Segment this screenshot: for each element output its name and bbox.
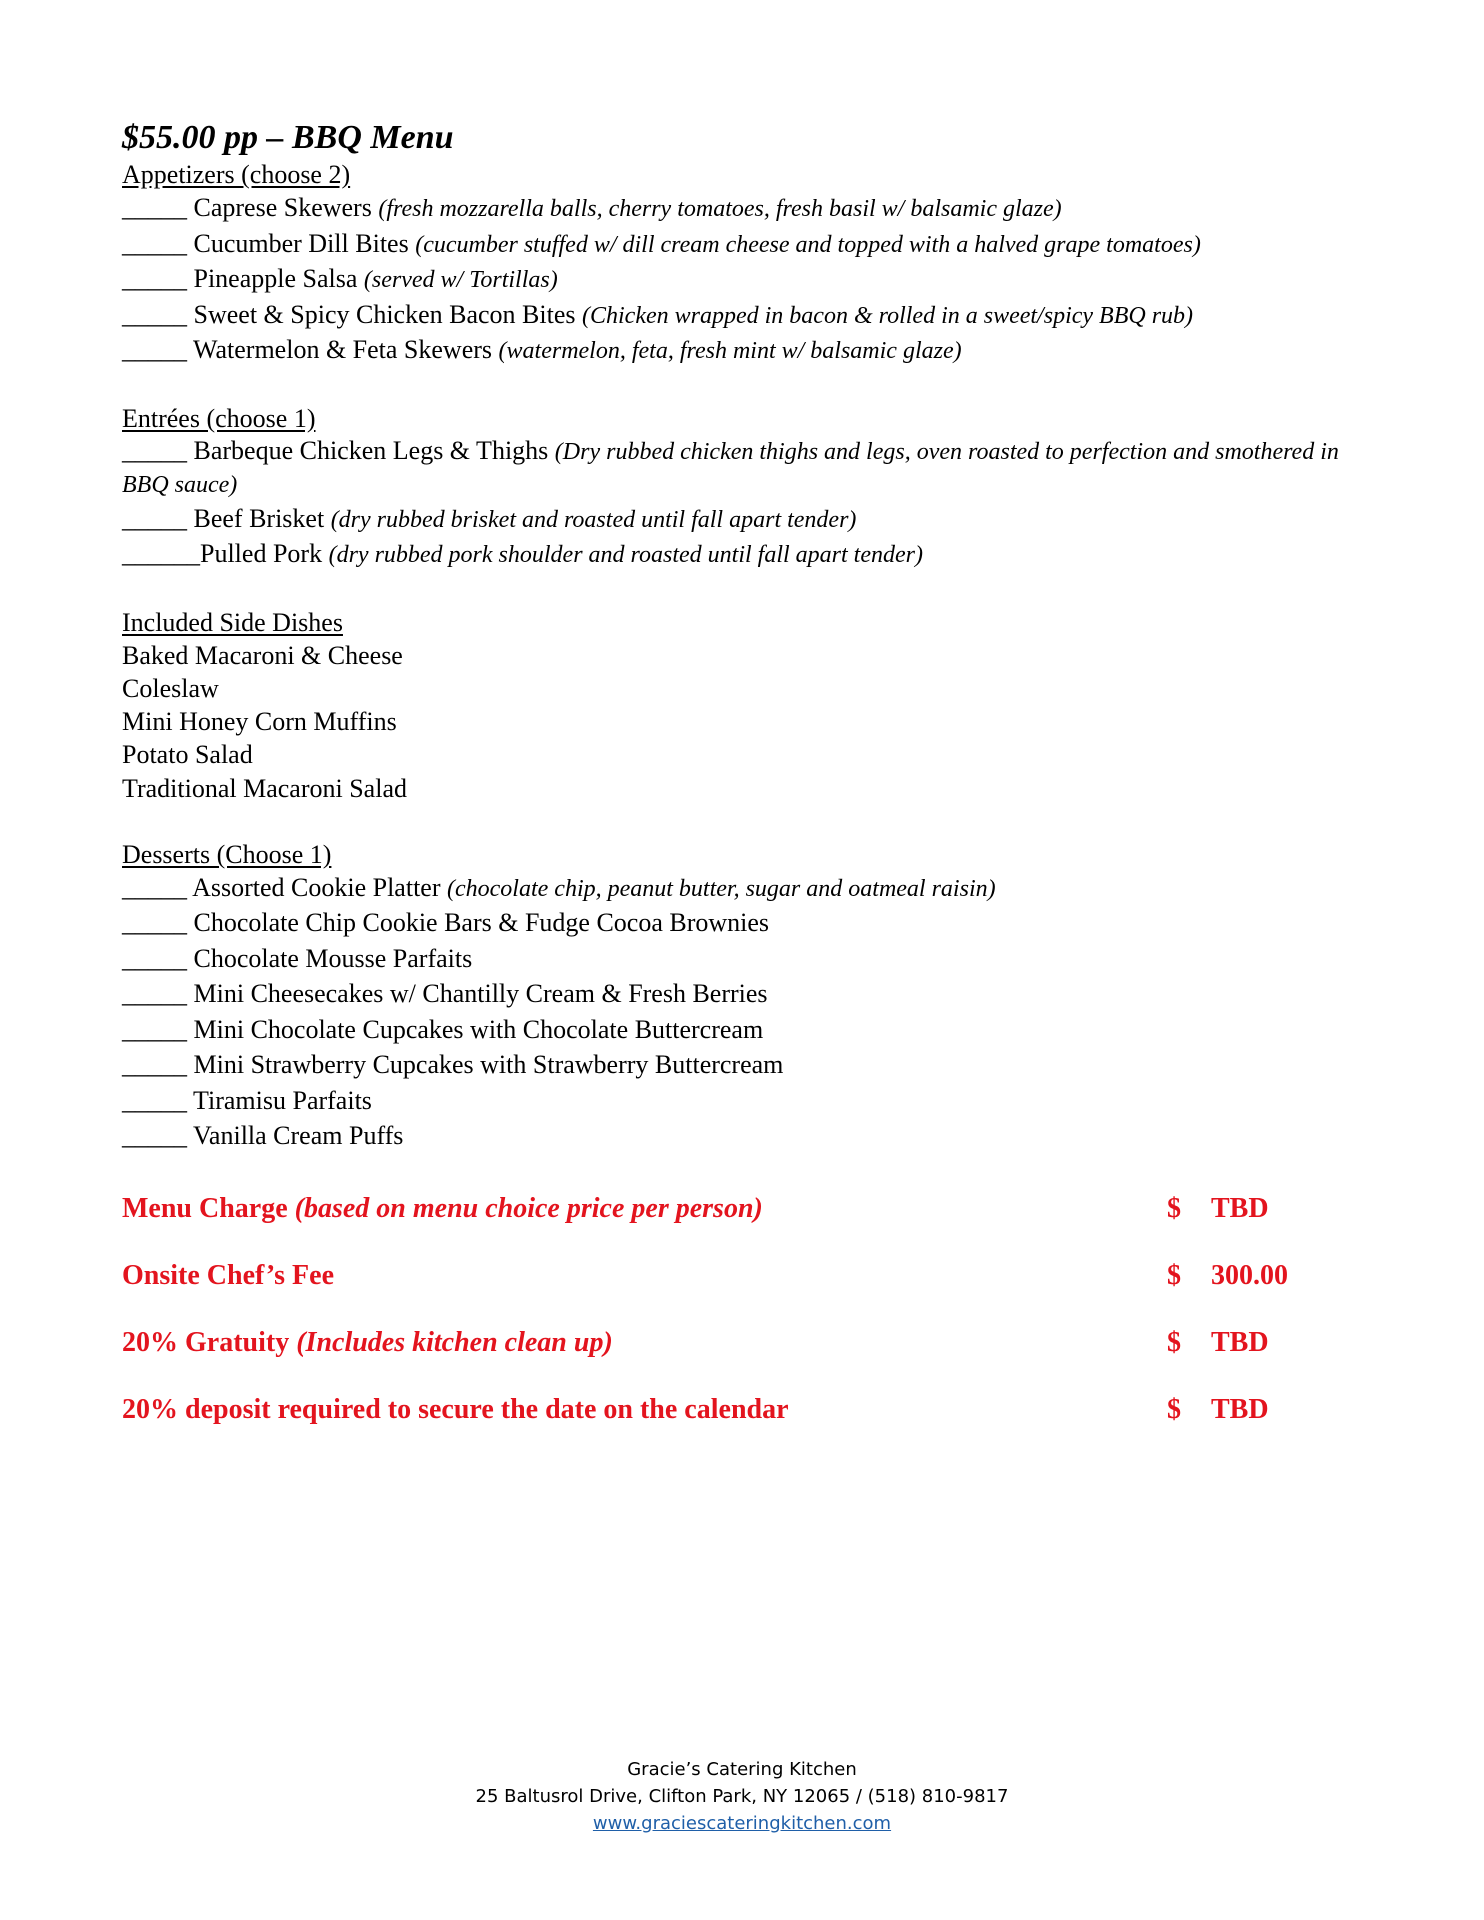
charge-amount: TBD (1211, 1394, 1269, 1425)
charge-note: (based on menu choice price per person) (294, 1193, 763, 1224)
charge-currency: $ (1167, 1193, 1181, 1224)
list-item: Potato Salad (122, 740, 253, 770)
item-description: (cucumber stuffed w/ dill cream cheese and topped with a halved grape tomatoes) (415, 231, 1201, 258)
charge-row-chef-fee (122, 1260, 1362, 1327)
list-item (122, 977, 1362, 1013)
item-name: Pineapple Salsa (193, 264, 364, 293)
list-item (122, 906, 1362, 942)
list-item: Mini Honey Corn Muffins (122, 707, 397, 737)
selection-blank: _____ (122, 435, 194, 465)
desserts-heading: Desserts (Choose 1) (122, 839, 332, 869)
charge-amount: TBD (1211, 1193, 1269, 1224)
charges-table (122, 1193, 1362, 1461)
list-item (122, 1084, 1362, 1120)
selection-blank: _____ (122, 264, 194, 293)
charge-row-gratuity (122, 1327, 1362, 1394)
list-item (122, 537, 1362, 573)
charge-label: 20% Gratuity (Includes kitchen clean up) (122, 1327, 613, 1358)
item-name: Chocolate Mousse Parfaits (193, 943, 473, 973)
list-item (122, 1048, 1362, 1084)
item-description: (watermelon, feta, fresh mint w/ balsamic glaze) (498, 338, 962, 364)
entrees-list (122, 435, 1362, 573)
selection-blank: _____ (122, 943, 194, 973)
selection-blank: _____ (122, 979, 194, 1009)
entrees-heading: Entrées (choose 1) (122, 403, 316, 433)
item-description: (dry rubbed brisket and roasted until fall apart tender) (330, 506, 857, 533)
list-item (122, 871, 1362, 907)
selection-blank: _____ (122, 1014, 194, 1044)
charge-label: 20% deposit required to secure the date on the calendar (122, 1394, 789, 1425)
list-item: Baked Macaroni & Cheese (122, 640, 403, 670)
selection-blank: _____ (122, 503, 194, 533)
item-description: (chocolate chip, peanut butter, sugar and oatmeal raisin) (447, 875, 996, 902)
item-description: (Dry rubbed chicken thighs and legs, oven roasted to perfection and smothered in BBQ sauce) (122, 438, 1339, 498)
selection-blank: _____ (122, 908, 194, 938)
list-item (122, 262, 1362, 298)
charge-currency: $ (1167, 1327, 1181, 1358)
list-item: Traditional Macaroni Salad (122, 773, 407, 803)
business-name: Gracie’s Catering Kitchen (627, 1759, 857, 1780)
selection-blank: _____ (122, 1121, 194, 1151)
item-name: Assorted Cookie Platter (192, 872, 447, 902)
item-name: Vanilla Cream Puffs (193, 1121, 404, 1151)
charge-label: Menu Charge (based on menu choice price per person) (122, 1193, 763, 1224)
selection-blank: _____ (122, 1085, 194, 1115)
item-name: Chocolate Chip Cookie Bars & Fudge Cocoa Brownies (193, 908, 770, 938)
sides-list (122, 639, 1362, 805)
list-item (122, 191, 1362, 227)
item-name: Sweet & Spicy Chicken Bacon Bites (193, 299, 583, 329)
footer (0, 1756, 1484, 1837)
selection-blank: _____ (122, 1050, 194, 1080)
list-item (122, 435, 1362, 502)
item-description: (served w/ Tortillas) (363, 267, 558, 293)
list-item (122, 942, 1362, 978)
charge-amount: 300.00 (1211, 1260, 1288, 1291)
item-description: (dry rubbed pork shoulder and roasted until fall apart tender) (328, 542, 923, 568)
list-item (122, 1119, 1362, 1155)
item-name: Tiramisu Parfaits (193, 1085, 372, 1115)
business-address: 25 Baltusrol Drive, Clifton Park, NY 12065 / (518) 810-9817 (475, 1786, 1009, 1807)
item-name: Mini Chocolate Cupcakes with Chocolate Buttercream (193, 1014, 764, 1044)
list-item (122, 227, 1362, 263)
charge-row-menu (122, 1193, 1362, 1260)
selection-blank: _____ (122, 299, 194, 329)
charge-label: Onsite Chef’s Fee (122, 1260, 335, 1291)
charge-currency: $ (1167, 1260, 1181, 1291)
charge-note: (Includes kitchen clean up) (296, 1327, 613, 1358)
item-name: Beef Brisket (193, 503, 331, 533)
list-item (122, 502, 1362, 538)
selection-blank: _____ (122, 228, 194, 258)
selection-blank: _____ (122, 193, 194, 222)
list-item (122, 298, 1362, 334)
sides-heading: Included Side Dishes (122, 607, 343, 637)
charge-row-deposit (122, 1394, 1362, 1461)
list-item (122, 1013, 1362, 1049)
charge-amount: TBD (1211, 1327, 1269, 1358)
item-name: Cucumber Dill Bites (193, 228, 416, 258)
list-item: Coleslaw (122, 673, 219, 703)
item-description: (Chicken wrapped in bacon & rolled in a sweet/spicy BBQ rub) (582, 302, 1194, 329)
list-item (122, 333, 1362, 369)
charge-currency: $ (1167, 1394, 1181, 1425)
spacer (122, 369, 1362, 402)
menu-page (122, 118, 1362, 1155)
appetizers-heading: Appetizers (choose 2) (122, 160, 351, 189)
item-name: Caprese Skewers (193, 193, 379, 222)
spacer (122, 805, 1362, 838)
item-description: (fresh mozzarella balls, cherry tomatoes, fresh basil w/ balsamic glaze) (378, 196, 1062, 222)
website-link[interactable]: www.graciescateringkitchen.com (592, 1813, 892, 1834)
item-name: Barbeque Chicken Legs & Thighs (193, 435, 555, 465)
selection-blank: ______ (122, 539, 200, 568)
spacer (122, 573, 1362, 606)
item-name: Pulled Pork (200, 539, 329, 568)
desserts-list (122, 871, 1362, 1155)
page-title: $55.00 pp – BBQ Menu (122, 119, 454, 156)
selection-blank: _____ (122, 872, 193, 902)
selection-blank: _____ (122, 335, 194, 364)
item-name: Watermelon & Feta Skewers (193, 335, 499, 364)
item-name: Mini Strawberry Cupcakes with Strawberry Buttercream (193, 1050, 784, 1080)
appetizers-list (122, 191, 1362, 369)
item-name: Mini Cheesecakes w/ Chantilly Cream & Fresh Berries (193, 979, 768, 1009)
